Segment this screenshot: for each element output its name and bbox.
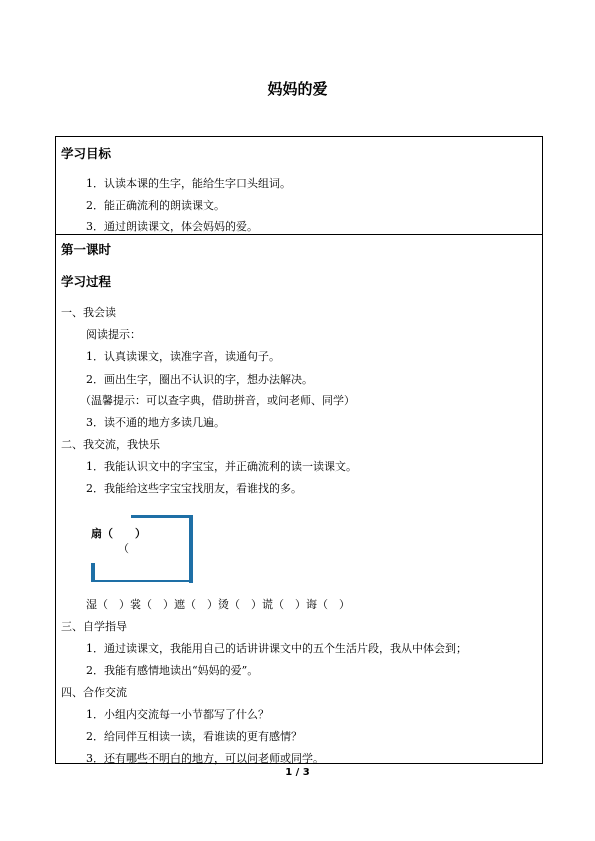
figure-line-2: （ bbox=[118, 542, 129, 555]
reading-hint: 阅读提示： bbox=[86, 328, 141, 341]
section-title: 三、自学指导 bbox=[61, 620, 127, 633]
section-title: 二、我交流，我快乐 bbox=[61, 438, 160, 451]
chars-line: 湿（ ）裳（ ）遮（ ）烫（ ）谎（ ）诲（ ） bbox=[86, 598, 350, 611]
goal-item: 3．通过朗读课文，体会妈妈的爱。 bbox=[86, 220, 258, 233]
list-item: 2．我能给这些字宝宝找朋友，看谁找的多。 bbox=[86, 482, 302, 495]
figure-frame-left bbox=[91, 563, 95, 582]
process-heading: 学习过程 bbox=[61, 274, 112, 289]
document-title: 妈妈的爱 bbox=[267, 80, 328, 98]
goal-item: 2．能正确流利的朗读课文。 bbox=[86, 199, 225, 212]
section-title: 四、合作交流 bbox=[61, 686, 127, 699]
page-number: 1 / 3 bbox=[285, 767, 310, 778]
list-item: 2．给同伴互相读一读，看谁读的更有感情？ bbox=[86, 730, 302, 743]
list-item: 2．我能有感情地读出“妈妈的爱”。 bbox=[86, 664, 259, 677]
row-divider bbox=[56, 234, 542, 235]
list-item: 1．我能认识文中的字宝宝，并正确流利的读一读课文。 bbox=[86, 460, 357, 473]
figure-frame-bottom bbox=[91, 580, 193, 582]
list-item: 1．认真读课文，读准字音，读通句子。 bbox=[86, 350, 280, 363]
figure-line-1: 扇（ ） bbox=[91, 527, 146, 540]
figure-frame-right bbox=[189, 515, 193, 583]
list-item: 1．小组内交流每一小节都写了什么？ bbox=[86, 708, 269, 721]
list-item: 1．通过读课文，我能用自己的话讲讲课文中的五个生活片段，我从中体会到； bbox=[86, 642, 467, 655]
list-item: （温馨提示：可以查字典，借助拼音，或问老师、同学） bbox=[80, 394, 355, 407]
figure-frame-top bbox=[131, 515, 193, 518]
goals-heading: 学习目标 bbox=[61, 146, 112, 161]
list-item: 3．读不通的地方多读几遍。 bbox=[86, 416, 225, 429]
lesson-table bbox=[55, 136, 543, 764]
list-item: 3．还有哪些不明白的地方，可以问老师或同学。 bbox=[86, 752, 324, 765]
word-figure bbox=[91, 515, 201, 587]
lesson-heading: 第一课时 bbox=[61, 242, 112, 257]
list-item: 2．画出生字，圈出不认识的字，想办法解决。 bbox=[86, 373, 313, 386]
goal-item: 1．认读本课的生字，能给生字口头组词。 bbox=[86, 177, 291, 190]
section-title: 一、我会读 bbox=[61, 306, 116, 319]
